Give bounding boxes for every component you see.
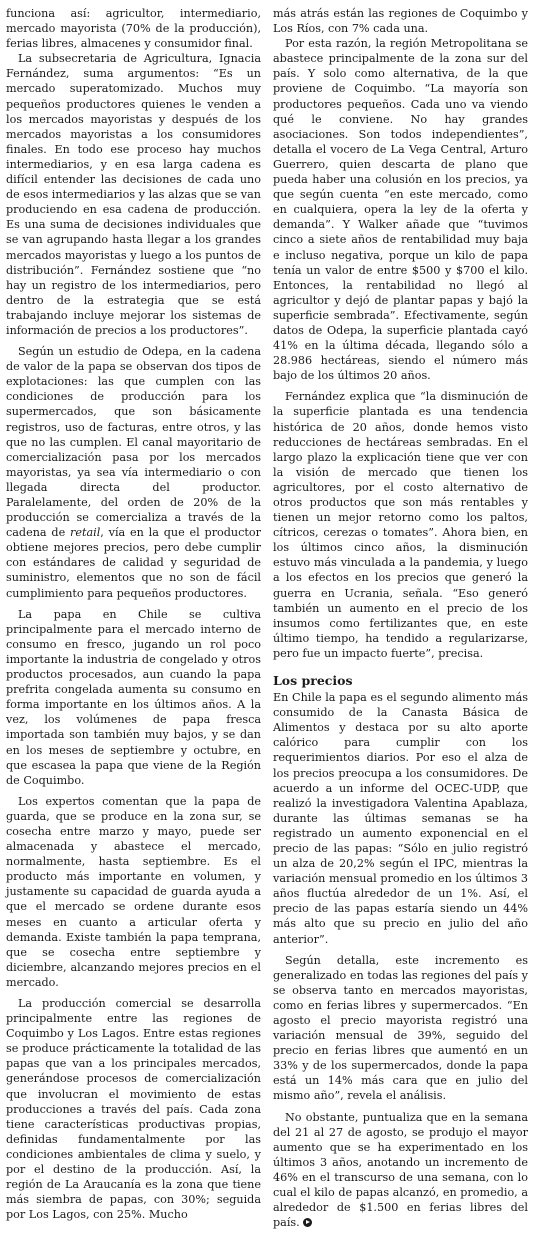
right-column (273, 6, 528, 1238)
paragraph: Según detalla, este incremento es generalizado en todas las regiones del país y se observa tanto en mercados mayoristas, como en ferias libres y supermercados. “En agosto el precio mayorista registró una variación mensual de 39%, seguido del precio en ferias libres que aumentó en un 33% y de los supermercados, donde la papa está un 14% más cara que en julio del mismo año”, revela el análisis. (273, 953, 528, 1103)
left-column (6, 6, 261, 1238)
italic-term: retail (70, 526, 101, 540)
section-heading: Los precios (273, 673, 353, 689)
paragraph: Por esta razón, la región Metropolitana se abastece principalmente de la zona sur del país. Y solo como alternativa, de la que proviene de Coquimbo. “La mayoría son productores pequeños. Cada uno va viendo qué le conviene. No hay grandes asociaciones. Son todos independientes”, detalla el vocero de La Vega Central, Arturo Guerrero, quien descarta de plano que pueda haber una colusión en los precios, ya que según cuenta “en este mercado, como en cualquiera, opera la ley de la oferta y demanda”. Y Walker añade que “tuvimos cinco a siete años de rentabilidad muy baja e incluso negativa, porque un kilo de papa tenía un valor de entre $500 y $700 el kilo. Entonces, la rentabilidad no llegó al agricultor y dejó de plantar papas y bajó la superficie sembrada”. Efectivamente, según datos de Odepa, la superficie plantada cayó 41% en la última década, llegando sólo a 28.986 hectáreas, siendo el número más bajo de los últimos 20 años. (273, 37, 528, 383)
paragraph: En Chile la papa es el segundo alimento más consumido de la Canasta Básica de Alimentos y destaca por su alto aporte calórico para cumplir con los requerimientos diarios. Por eso el alza de los precios preocupa a los consumidores. De acuerdo a un informe del OCEC-UDP, que realizó la investigadora Valentina Apablaza, durante las últimas semanas se ha registrado un aumento exponencial en el precio de las papas: “Sólo en julio registró un alza de 20,2% según el IPC, mientras la variación mensual promedio en los últimos 3 años fluctúa alrededor de un 1%. Así, el precio de las papas estaría siendo un 44% más alto que su precio en julio del año anterior”. (273, 691, 528, 946)
paragraph: Según un estudio de Odepa, en la cadena de valor de la papa se observan dos tipos de explotaciones: las que cumplen con las condiciones de producción para los supermercados, que son básicamente registros, uso de facturas, entre otros, y las que no las cumplen. El canal mayoritario de comercialización pasa por los mercados mayoristas, ya sea vía intermediario o con llegada directa del productor. Paralelamente, del orden de 20% de la producción se comercializa a través de la cadena de retail, vía en la que el productor obtiene mejores precios, pero debe cumplir con estándares de calidad y seguridad de suministro, elementos que no son de fácil cumplimiento para pequeños productores. (6, 345, 261, 600)
paragraph: funciona así: agricultor, intermediario, mercado mayorista (70% de la producción), ferias libres, almacenes y consumidor final. (6, 7, 261, 51)
paragraph: La papa en Chile se cultiva principalmente para el mercado interno de consumo en fresco, jugando un rol poco importante la industria de congelado y otros productos procesados, aun cuando la papa prefrita congelada aumenta su consumo en forma importante en los últimos años. A la vez, los volúmenes de papa fresca importada son también muy bajos, y se dan en los meses de septiembre y octubre, en que escasea la papa que viene de la Región de Coquimbo. (6, 607, 261, 787)
end-of-article-icon (303, 1218, 312, 1227)
paragraph: más atrás están las regiones de Coquimbo y Los Ríos, con 7% cada una. (273, 7, 528, 36)
paragraph: Los expertos comentan que la papa de guarda, que se produce en la zona sur, se cosecha entre marzo y mayo, puede ser almacenada y abastece el mercado, normalmente, hasta septiembre. Es el producto más importante en volumen, y justamente su capacidad de guarda ayuda a que el mercado se ordene durante esos meses en cuanto a articular oferta y demanda. Existe también la papa temprana, que se cosecha entre septiembre y diciembre, alcanzando mejores precios en el mercado. (6, 794, 261, 989)
paragraph: No obstante, puntualiza que en la semana del 21 al 27 de agosto, se produjo el mayor aumento que se ha experimentado en los últimos 3 años, anotando un incremento de 46% en el transcurso de una semana, con lo cual el kilo de papas alcanzó, en promedio, a alrededor de $1.500 en ferias libres del país. (273, 1110, 528, 1230)
paragraph: La producción comercial se desarrolla principalmente entre las regiones de Coquimbo y Los Lagos. Entre estas regiones se produce prácticamente la totalidad de las papas que van a los principales mercados, generándose procesos de comercialización que involucran el movimiento de estas producciones a través del país. Cada zona tiene características productivas propias, definidas fundamentalmente por las condiciones ambientales de clima y suelo, y por el destino de la producción. Así, la región de La Araucanía es la zona que tiene más siembra de papas, con 30%; seguida por Los Lagos, con 25%. Mucho (6, 997, 261, 1222)
paragraph: Fernández explica que “la disminución de la superficie plantada es una tendencia histórica de 20 años, donde hemos visto reducciones de hectáreas sembradas. En el largo plazo la explicación tiene que ver con la visión de mercado que tienen los agricultores, por el costo alternativo de otros productos que son más rentables y tienen un mejor retorno como los paltos, cítricos, cerezas o tomates”. Ahora bien, en los últimos cinco años, la disminución estuvo más vinculada a la pandemia, y luego a los efectos en los precios que generó la guerra en Ucrania, señala. “Eso generó también un aumento en el precio de los insumos como fertilizantes que, en este último tiempo, ha tendido a regularizarse, pero fue un impacto fuerte”, precisa. (273, 390, 528, 660)
paragraph: La subsecretaria de Agricultura, Ignacia Fernández, suma argumentos: “Es un mercado superatomizado. Muchos muy pequeños productores quienes le venden a los mercados mayoristas y después de los mercados mayoristas a los consumidores finales. En todo ese proceso hay muchos intermediarios, y en esa larga cadena es difícil entender las decisiones de cada uno de esos intermediarios y las alzas que se van produciendo en esa cadena de producción. Es una suma de decisiones individuales que se van agrupando hasta llegar a los grandes mercados mayoristas y luego a los puntos de distribución”. Fernández sostiene que “no hay un registro de los intermediarios, pero dentro de la estrategia que se está trabajando incluye mejorar los sistemas de información de precios a los productores”. (6, 52, 261, 337)
